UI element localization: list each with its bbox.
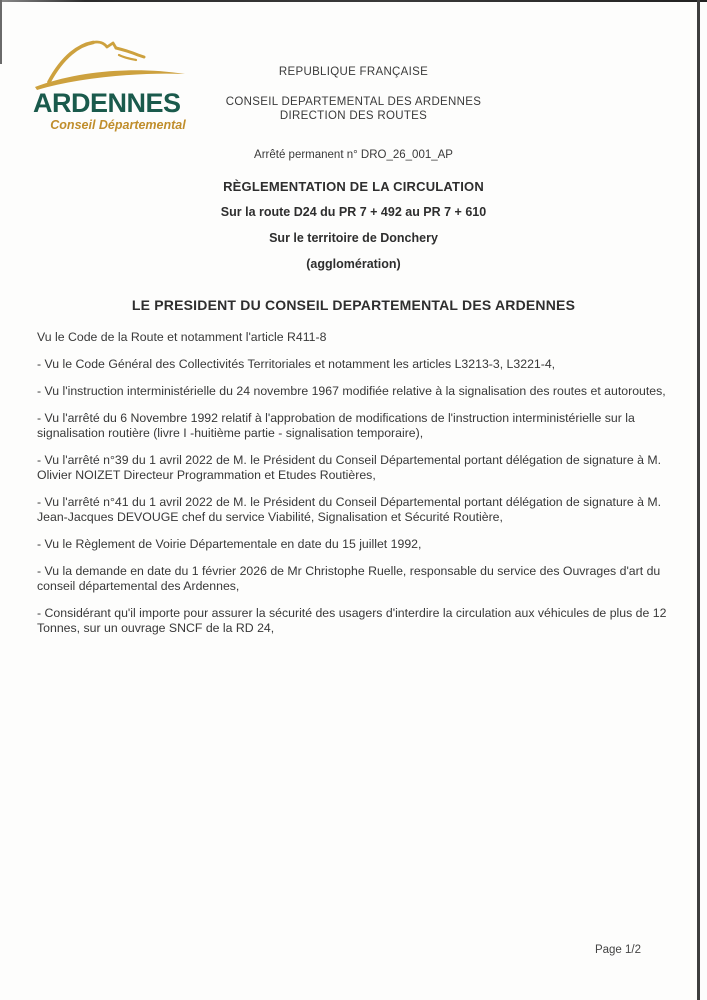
paragraph-vu-code-route: Vu le Code de la Route et notamment l'article R411-8 — [37, 330, 327, 344]
paragraph-vu-arrete-41: - Vu l'arrêté n°41 du 1 avril 2022 de M. le Président du Conseil Départemental portant délégation de signature à M. Jean-Jacques DEVOUGE chef du service Viabilité, Signalisation et Sécurité Routière, — [37, 495, 662, 524]
page-number: Page 1/2 — [594, 944, 641, 956]
title-block — [37, 180, 670, 271]
paragraph-considerant: - Considérant qu'il importe pour assurer la sécurité des usagers d'interdire la circulation aux véhicules de plus de 12 Tonnes, sur un ouvrage SNCF de la RD 24, — [37, 606, 667, 635]
president-heading: LE PRESIDENT DU CONSEIL DEPARTEMENTAL DES ARDENNES — [131, 297, 576, 313]
scan-artifact-top-edge — [0, 0, 707, 2]
scan-artifact-left-edge — [0, 0, 2, 64]
title-line-3: Sur le territoire de Donchery — [269, 231, 438, 245]
title-line-4: (agglomération) — [306, 257, 401, 271]
paragraph-vu-reglement-voirie: - Vu le Règlement de Voirie Départementale en date du 15 juillet 1992, — [37, 537, 422, 551]
republic-line: REPUBLIQUE FRANÇAISE — [278, 66, 429, 78]
paragraph-vu-code-collectivites: - Vu le Code Général des Collectivités Territoriales et notamment les articles L3213-3, L3221-4, — [37, 357, 556, 371]
paragraph-vu-demande: - Vu la demande en date du 1 février 2026 de Mr Christophe Ruelle, responsable du service des Ouvrages d'art du conseil départemental des Ardennes, — [37, 564, 661, 593]
body-text — [37, 330, 670, 636]
arrete-reference: Arrêté permanent n° DRO_26_001_AP — [254, 149, 453, 161]
title-line-2: Sur la route D24 du PR 7 + 492 au PR 7 + 610 — [220, 205, 487, 219]
boar-swoosh-icon — [33, 40, 189, 92]
logo-subtitle: Conseil Départemental — [50, 118, 186, 132]
paragraph-vu-arrete-39: - Vu l'arrêté n°39 du 1 avril 2022 de M. le Président du Conseil Départemental portant délégation de signature à M. Olivier NOIZET Directeur Programmation et Etudes Routières, — [37, 453, 662, 482]
logo-title: ARDENNES — [33, 88, 181, 118]
title-line-1: RÈGLEMENTATION DE LA CIRCULATION — [223, 179, 484, 194]
council-line: CONSEIL DEPARTEMENTAL DES ARDENNES — [225, 96, 482, 108]
ardennes-logo — [33, 40, 189, 138]
direction-line: DIRECTION DES ROUTES — [279, 110, 428, 122]
paragraph-vu-arrete-1992: - Vu l'arrêté du 6 Novembre 1992 relatif à l'approbation de modifications de l'instruction interministérielle sur la signalisation routière (livre I -huitième partie - signalisation temporaire), — [37, 411, 635, 440]
paragraph-vu-instruction-1967: - Vu l'instruction interministérielle du 24 novembre 1967 modifiée relative à la signalisation des routes et autoroutes, — [37, 384, 666, 398]
scan-artifact-right-edge — [697, 0, 700, 1000]
